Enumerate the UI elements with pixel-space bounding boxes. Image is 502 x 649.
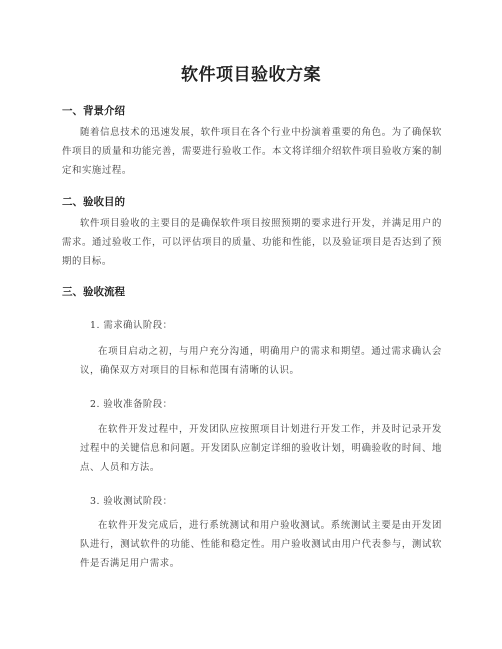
section-paragraph-background: 随着信息技术的迅速发展，软件项目在各个行业中扮演着重要的角色。为了确保软件项目的质量和功能完善，需要进行验收工作。本文将详细介绍软件项目验收方案的制定和实施过程。	[62, 127, 442, 176]
step-paragraph-preparation: 在软件开发过程中，开发团队应按照项目计划进行开发工作，并及时记录开发过程中的关键信息和问题。开发团队应制定详细的验收计划，明确验收的时间、地点、人员和方法。	[80, 424, 442, 473]
section-paragraph-purpose: 软件项目验收的主要目的是确保软件项目按照预期的要求进行开发，并满足用户的需求。通过验收工作，可以评估项目的质量、功能和性能，以及验证项目是否达到了预期的目标。	[62, 218, 442, 267]
step-label-requirements: 1. 需求确认阶段：	[90, 320, 173, 331]
section-heading-process: 三、验收流程	[62, 286, 125, 298]
section-heading-purpose: 二、验收目的	[62, 196, 125, 208]
step-label-preparation: 2. 验收准备阶段：	[90, 399, 173, 410]
section-heading-background: 一、背景介绍	[62, 105, 125, 117]
step-paragraph-testing: 在软件开发完成后，进行系统测试和用户验收测试。系统测试主要是由开发团队进行，测试软件的功能、性能和稳定性。用户验收测试由用户代表参与，测试软件是否满足用户需求。	[80, 520, 442, 569]
step-label-testing: 3. 验收测试阶段：	[90, 496, 173, 507]
document-title: 软件项目验收方案	[181, 65, 321, 85]
step-paragraph-requirements: 在项目启动之初，与用户充分沟通，明确用户的需求和期望。通过需求确认会议，确保双方对项目的目标和范围有清晰的认识。	[80, 346, 442, 376]
